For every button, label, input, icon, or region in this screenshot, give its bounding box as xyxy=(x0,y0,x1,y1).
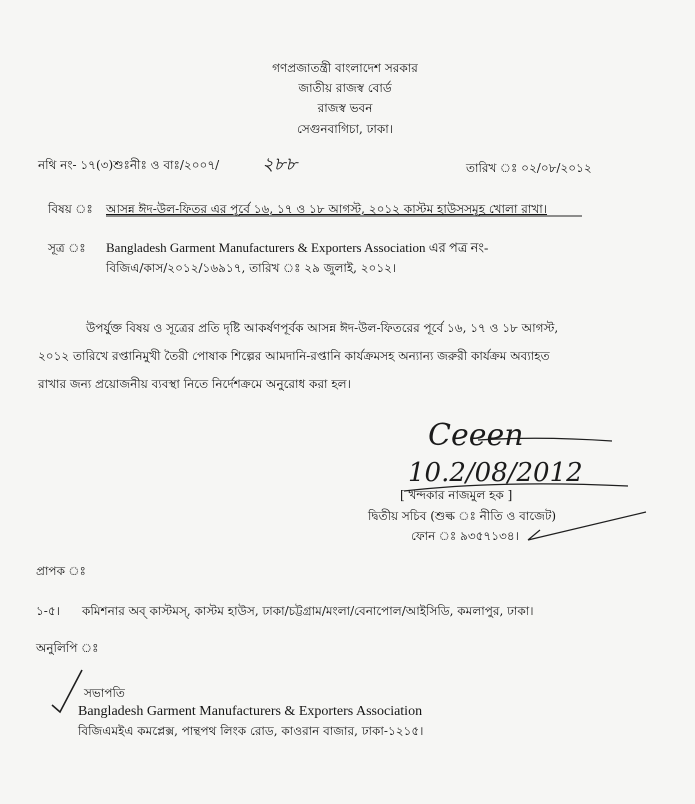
recipient-label: প্রাপক ঃ xyxy=(36,564,86,578)
recipient-text: কমিশনার অব্ কাস্টমস্, কাস্টম হাউস, ঢাকা/চট্টগ্রাম/মংলা/বেনাপোল/আইসিডি, কমলাপুর, ঢাকা। xyxy=(82,604,534,618)
handwritten-file-number: ২৮৮ xyxy=(262,154,298,175)
header-bhaban: রাজস্ব ভবন xyxy=(317,101,373,115)
body-line-3: রাখার জন্য প্রয়োজনীয় ব্যবস্থা নিতে নির্দেশক্রমে অনুরোধ করা হল। xyxy=(38,377,351,391)
copy-org: Bangladesh Garment Manufacturers & Exporters Association xyxy=(78,704,423,719)
signature-tail xyxy=(478,438,612,441)
file-number: নথি নং- ১৭(৩)শুঃনীঃ ও বাঃ/২০০৭/ xyxy=(38,158,220,172)
signatory-designation: দ্বিতীয় সচিব (শুল্ক ঃ নীতি ও বাজেট) xyxy=(368,509,557,523)
header-address: সেগুনবাগিচা, ঢাকা। xyxy=(296,122,394,136)
header-govt: গণপ্রজাতন্ত্রী বাংলাদেশ সরকার xyxy=(272,61,418,75)
copy-address: বিজিএমইএ কমপ্লেক্স, পান্থপথ লিংক রোড, কাওরান বাজার, ঢাকা-১২১৫। xyxy=(78,724,424,738)
subject-label: বিষয় ঃ xyxy=(48,202,93,216)
header-nbr: জাতীয় রাজস্ব বোর্ড xyxy=(298,81,392,95)
copy-label: অনুলিপি ঃ xyxy=(36,641,99,655)
signatory-phone: ফোন ঃ ৯৩৫৭১৩৪। xyxy=(411,529,519,543)
subject-text: আসন্ন ঈদ-উল-ফিতর এর পূর্বে ১৬, ১৭ ও ১৮ আগস্ট, ২০১২ কাস্টম হাউসসমূহ খোলা রাখা। xyxy=(106,202,548,216)
body-line-2: ২০১২ তারিখে রপ্তানিমুখী তৈরী পোষাক শিল্পের আমদানি-রপ্তানি কার্যক্রমসহ অন্যান্য জরুরী কার্যক্রম অব্যাহত xyxy=(38,349,550,363)
source-line-2: বিজিএ/কাস/২০১২/১৬৯১৭, তারিখ ঃ ২৯ জুলাই, ২০১২। xyxy=(106,261,397,275)
copy-title: সভাপতি xyxy=(84,686,125,700)
recipient-range: ১-৫। xyxy=(36,604,60,618)
body-line-1: উপর্যুক্ত বিষয় ও সূত্রের প্রতি দৃষ্টি আকর্ষণপূর্বক আসন্ন ঈদ-উল-ফিতরের পূর্বে ১৬, ১৭ ও ১৮ আগস্ট, xyxy=(86,321,559,335)
signature-scribble: Ceeen xyxy=(428,418,524,453)
sign-date-underline xyxy=(404,484,628,491)
handwritten-sign-date: 10.2/08/2012 xyxy=(408,458,583,488)
letter-date: তারিখ ঃ ০২/০৮/২০১২ xyxy=(466,161,592,175)
source-line-1: Bangladesh Garment Manufacturers & Exporters Association এর পত্র নং- xyxy=(106,240,489,255)
signature-arrow-mark xyxy=(528,512,646,540)
source-label: সূত্র ঃ xyxy=(48,241,86,255)
signatory-name: [ খন্দকার নাজমুল হক ] xyxy=(400,488,513,502)
check-mark xyxy=(52,670,82,712)
